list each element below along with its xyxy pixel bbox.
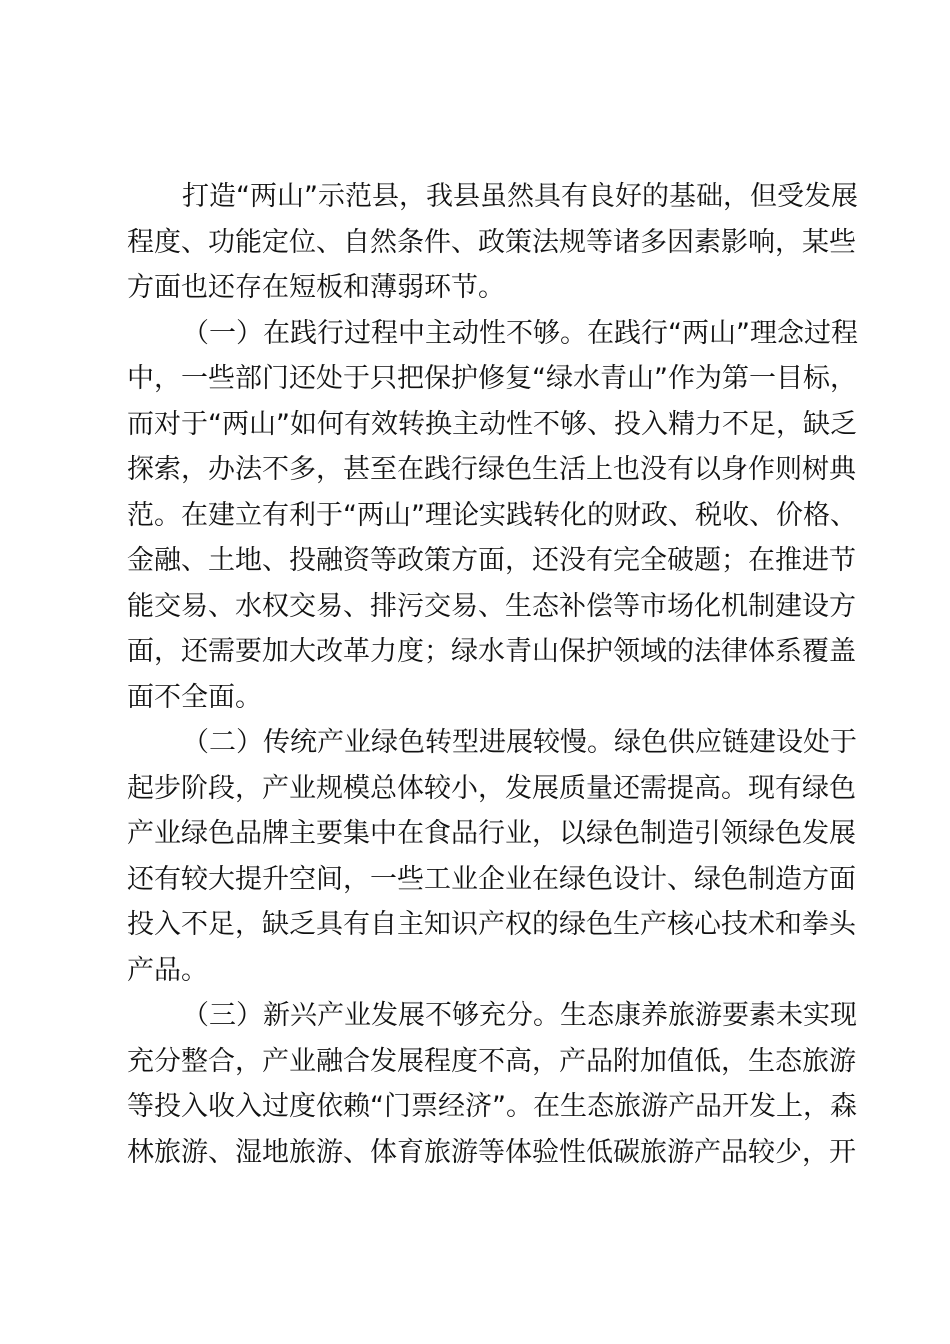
- paragraph-line: 能交易、水权交易、排污交易、生态补偿等市场化机制建设方: [127, 590, 856, 622]
- paragraph-line: 林旅游、湿地旅游、体育旅游等体验性低碳旅游产品较少，开: [127, 1136, 856, 1168]
- paragraph-line: 程度、功能定位、自然条件、政策法规等诸多因素影响，某些: [127, 226, 856, 258]
- paragraph-line: 产品。: [127, 954, 208, 986]
- paragraph-line: 金融、土地、投融资等政策方面，还没有完全破题；在推进节: [127, 545, 856, 576]
- paragraph-line: 等投入收入过度依赖“门票经济”。在生态旅游产品开发上，森: [127, 1091, 857, 1122]
- paragraph-line: 起步阶段，产业规模总体较小，发展质量还需提高。现有绿色: [127, 772, 856, 804]
- paragraph-line: 还有较大提升空间，一些工业企业在绿色设计、绿色制造方面: [127, 863, 856, 895]
- paragraph-line: 探索，办法不多，甚至在践行绿色生活上也没有以身作则树典: [127, 454, 856, 485]
- section-3-heading-line: （三）新兴产业发展不够充分。生态康养旅游要素未实现: [182, 1000, 857, 1031]
- paragraph-line: 产业绿色品牌主要集中在食品行业，以绿色制造引领绿色发展: [127, 818, 856, 849]
- paragraph-line: 方面也还存在短板和薄弱环节。: [127, 272, 505, 303]
- section-1-heading-line: （一）在践行过程中主动性不够。在践行“两山”理念过程: [182, 317, 858, 349]
- paragraph-line: 而对于“两山”如何有效转换主动性不够、投入精力不足，缺乏: [127, 408, 857, 440]
- paragraph-line: 打造“两山”示范县，我县虽然具有良好的基础，但受发展: [182, 181, 858, 212]
- paragraph-line: 投入不足，缺乏具有自主知识产权的绿色生产核心技术和拳头: [127, 909, 856, 940]
- paragraph-line: 面不全面。: [127, 681, 262, 713]
- paragraph-line: 面，还需要加大改革力度；绿水青山保护领域的法律体系覆盖: [127, 636, 856, 667]
- section-2-heading-line: （二）传统产业绿色转型进展较慢。绿色供应链建设处于: [182, 727, 857, 758]
- body-text: [127, 174, 858, 1175]
- paragraph-line: 充分整合，产业融合发展程度不高，产品附加值低，生态旅游: [127, 1045, 856, 1077]
- paragraph-line: 范。在建立有利于“两山”理论实践转化的财政、税收、价格、: [127, 499, 857, 531]
- paragraph-line: 中，一些部门还处于只把保护修复“绿水青山”作为第一目标，: [127, 363, 857, 394]
